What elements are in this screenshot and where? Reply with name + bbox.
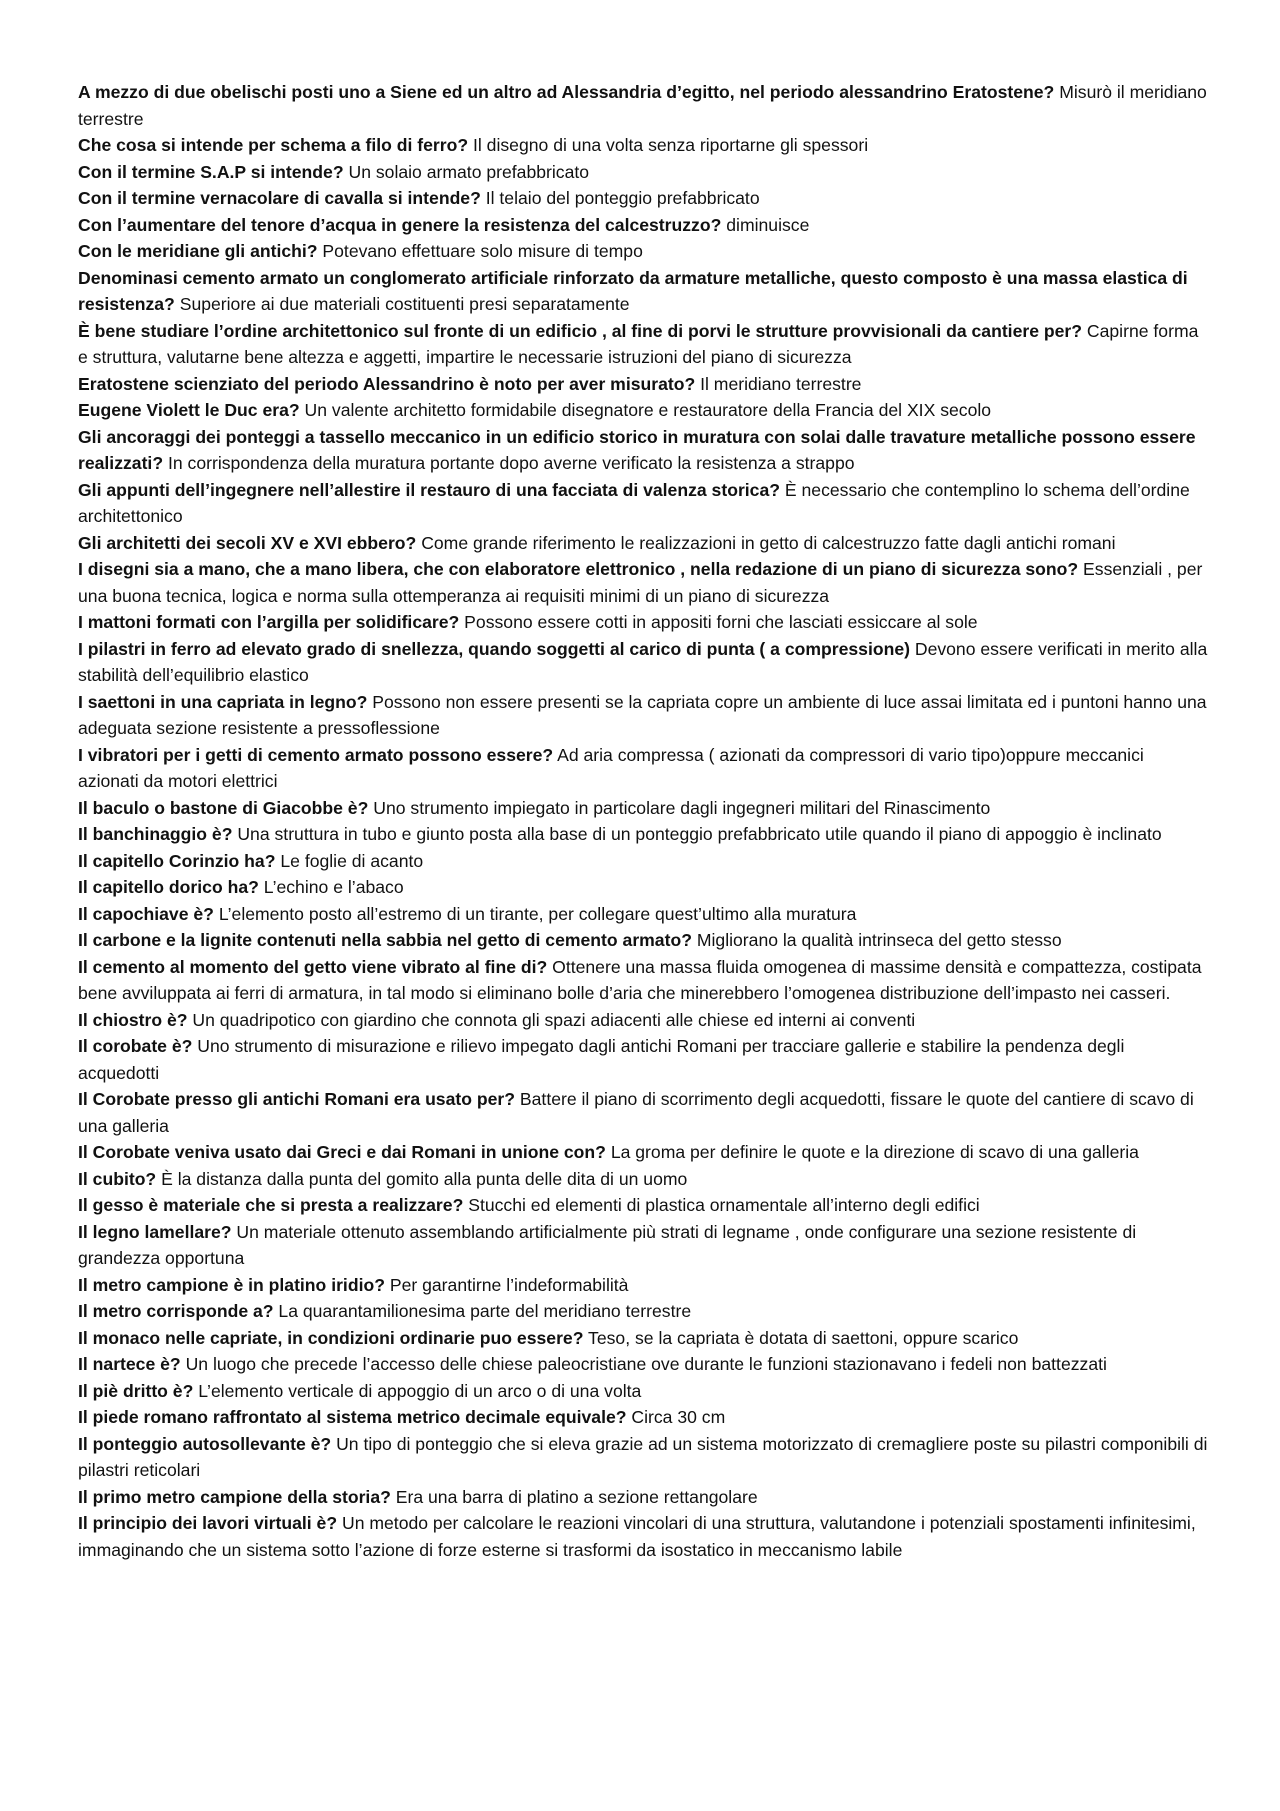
question: Il piè dritto è? <box>78 1380 194 1401</box>
question: Il Corobate presso gli antichi Romani era usato per? <box>78 1089 516 1109</box>
question: Il piede romano raffrontato al sistema metrico decimale equivale? <box>78 1407 627 1427</box>
qa-item <box>78 901 1208 928</box>
answer: Un valente architetto formidabile disegnatore e restauratore della Francia del XIX secolo <box>304 400 992 420</box>
answer: L’elemento verticale di appoggio di un arco o di una volta <box>198 1380 642 1401</box>
qa-item <box>78 1404 1208 1431</box>
answer: Uno strumento impiegato in particolare dagli ingegneri militari del Rinascimento <box>373 797 991 818</box>
answer: Un metodo per calcolare le reazioni vincolari di una struttura, valutandone i potenziali spostamenti infinitesimi, immaginando che un sistema sotto l’azione di forze esterne si trasformi da isostatico in meccanismo labile <box>78 1513 1196 1560</box>
answer: L’elemento posto all’estremo di un tirante, per collegare quest’ultimo alla muratura <box>218 903 857 924</box>
qa-item <box>78 265 1208 318</box>
answer: Circa 30 cm <box>631 1407 726 1427</box>
qa-item <box>78 371 1208 398</box>
qa-item <box>78 1219 1208 1272</box>
question: Il gesso è materiale che si presta a realizzare? <box>78 1195 464 1215</box>
qa-item <box>78 1033 1208 1086</box>
question: Gli ancoraggi dei ponteggi a tassello meccanico in un edificio storico in muratura con solai dalle travature metalliche possono essere realizzati? <box>78 426 1196 473</box>
qa-item <box>78 424 1208 477</box>
qa-item <box>78 848 1208 875</box>
answer: Per garantirne l’indeformabilità <box>389 1274 629 1295</box>
question: Il cemento al momento del getto viene vibrato al fine di? <box>78 956 548 977</box>
question: Il capitello Corinzio ha? <box>78 850 276 871</box>
answer: Potevano effettuare solo misure di tempo <box>322 241 643 261</box>
question: Il principio dei lavori virtuali è? <box>78 1513 338 1533</box>
question: Il chiostro è? <box>78 1009 188 1030</box>
qa-item <box>78 397 1208 424</box>
qa-item <box>78 742 1208 795</box>
answer: È la distanza dalla punta del gomito alla punta delle dita di un uomo <box>161 1168 688 1189</box>
answer: Battere il piano di scorrimento degli acquedotti, fissare le quote del cantiere di scavo di una galleria <box>78 1089 1194 1136</box>
answer: Teso, se la capriata è dotata di saettoni, oppure scarico <box>588 1327 1019 1348</box>
qa-item <box>78 1192 1208 1219</box>
question: Con le meridiane gli antichi? <box>78 241 318 261</box>
qa-item <box>78 927 1208 954</box>
qa-item <box>78 530 1208 557</box>
question: Il primo metro campione della storia? <box>78 1486 391 1507</box>
qa-item <box>78 477 1208 530</box>
qa-item <box>78 556 1208 609</box>
question: Il metro corrisponde a? <box>78 1301 274 1321</box>
answer: Superiore ai due materiali costituenti presi separatamente <box>179 294 630 314</box>
question: Il monaco nelle capriate, in condizioni ordinarie puo essere? <box>78 1327 584 1348</box>
answer: Il telaio del ponteggio prefabbricato <box>485 188 760 208</box>
answer: Il disegno di una volta senza riportarne gli spessori <box>473 135 869 155</box>
answer: Migliorano la qualità intrinseca del getto stesso <box>696 930 1062 950</box>
qa-item <box>78 1166 1208 1193</box>
qa-item <box>78 132 1208 159</box>
question: Il banchinaggio è? <box>78 824 233 844</box>
qa-item <box>78 185 1208 212</box>
answer: Un materiale ottenuto assemblando artificialmente più strati di legname , onde configurare una sezione resistente di grandezza opportuna <box>78 1221 1137 1268</box>
qa-item <box>78 1298 1208 1325</box>
question: Denominasi cemento armato un conglomerato artificiale rinforzato da armature metalliche, questo composto è una massa elastica di resistenza? <box>78 267 1188 314</box>
qa-item <box>78 609 1208 636</box>
question: Il carbone e la lignite contenuti nella sabbia nel getto di cemento armato? <box>78 930 692 950</box>
qa-item <box>78 159 1208 186</box>
question: Che cosa si intende per schema a filo di ferro? <box>78 135 469 155</box>
question: Eratostene scienziato del periodo Alessandrino è noto per aver misurato? <box>78 373 696 394</box>
answer: diminuisce <box>726 214 810 235</box>
question: Il ponteggio autosollevante è? <box>78 1433 332 1454</box>
qa-item <box>78 954 1208 1007</box>
question: I pilastri in ferro ad elevato grado di snellezza, quando soggetti al carico di punta ( a compressione) <box>78 638 910 659</box>
answer: Misurò il meridiano terrestre <box>78 82 1207 129</box>
answer: Era una barra di platino a sezione rettangolare <box>395 1486 758 1507</box>
answer: Stucchi ed elementi di plastica ornamentale all’interno degli edifici <box>468 1195 980 1215</box>
qa-item <box>78 1086 1208 1139</box>
qa-item <box>78 689 1208 742</box>
question: Il nartece è? <box>78 1354 181 1374</box>
question: Il capochiave è? <box>78 903 214 924</box>
answer: Ottenere una massa fluida omogenea di massime densità e compattezza, costipata bene avviluppata ai ferri di armatura, in tal modo si eliminano bolle d’aria che minerebbero l’omogenea distribuzione dell’impasto nei casseri. <box>78 956 1202 1003</box>
qa-item <box>78 318 1208 371</box>
qa-item <box>78 212 1208 239</box>
question: È bene studiare l’ordine architettonico sul fronte di un edificio , al fine di porvi le strutture provvisionali da cantiere per? <box>78 320 1083 341</box>
answer: L’echino e l’abaco <box>263 877 404 897</box>
question: Con il termine S.A.P si intende? <box>78 161 344 182</box>
answer: Un luogo che precede l’accesso delle chiese paleocristiane ove durante le funzioni stazionavano i fedeli non battezzati <box>185 1354 1107 1374</box>
question: Il Corobate veniva usato dai Greci e dai Romani in unione con? <box>78 1142 606 1162</box>
question: Eugene Violett le Duc era? <box>78 400 300 420</box>
answer: Il meridiano terrestre <box>700 373 862 394</box>
question: I saettoni in una capriata in legno? <box>78 691 368 712</box>
question: Il capitello dorico ha? <box>78 877 259 897</box>
question: Il legno lamellare? <box>78 1221 232 1242</box>
answer: La quarantamilionesima parte del meridiano terrestre <box>278 1301 692 1321</box>
answer: Devono essere verificati in merito alla stabilità dell’equilibrio elastico <box>78 638 1208 685</box>
answer: Come grande riferimento le realizzazioni in getto di calcestruzzo fatte dagli antichi romani <box>421 532 1116 553</box>
answer: In corrispondenza della muratura portante dopo averne verificato la resistenza a strappo <box>167 453 855 473</box>
question: Gli appunti dell’ingegnere nell’allestire il restauro di una facciata di valenza storica? <box>78 479 780 500</box>
qa-item <box>78 1272 1208 1299</box>
qa-item <box>78 1007 1208 1034</box>
answer: Uno strumento di misurazione e rilievo impegato dagli antichi Romani per tracciare gallerie e stabilire la pendenza degli acquedotti <box>78 1036 1125 1083</box>
qa-item <box>78 821 1208 848</box>
question: A mezzo di due obelischi posti uno a Siene ed un altro ad Alessandria d’egitto, nel periodo alessandrino Eratostene? <box>78 82 1055 102</box>
answer: Capirne forma e struttura, valutarne bene altezza e aggetti, impartire le necessarie istruzioni del piano di sicurezza <box>78 320 1199 367</box>
question: I disegni sia a mano, che a mano libera, che con elaboratore elettronico , nella redazione di un piano di sicurezza sono? <box>78 559 1079 579</box>
answer: Un quadripotico con giardino che connota gli spazi adiacenti alle chiese ed interni ai conventi <box>192 1009 916 1030</box>
qa-item <box>78 1510 1208 1563</box>
question: Gli architetti dei secoli XV e XVI ebbero? <box>78 532 417 553</box>
answer: Essenziali , per una buona tecnica, logica e norma sulla ottemperanza ai requisiti minimi di un piano di sicurezza <box>78 559 1203 606</box>
question: Il cubito? <box>78 1168 157 1189</box>
answer: Un solaio armato prefabbricato <box>348 161 590 182</box>
qa-item <box>78 1139 1208 1166</box>
answer: La groma per definire le quote e la direzione di scavo di una galleria <box>610 1142 1139 1162</box>
answer: Un tipo di ponteggio che si eleva grazie ad un sistema motorizzato di cremagliere poste su pilastri componibili di pilastri reticolari <box>78 1433 1208 1480</box>
qa-item <box>78 1378 1208 1405</box>
question: Il metro campione è in platino iridio? <box>78 1274 385 1295</box>
qa-item <box>78 1325 1208 1352</box>
qa-item <box>78 1484 1208 1511</box>
qa-item <box>78 636 1208 689</box>
qa-item <box>78 874 1208 901</box>
answer: Possono non essere presenti se la capriata copre un ambiente di luce assai limitata ed i puntoni hanno una adeguata sezione resistente a pressoflessione <box>78 691 1207 738</box>
answer: È necessario che contemplino lo schema dell’ordine architettonico <box>78 479 1190 526</box>
qa-item <box>78 795 1208 822</box>
document-page <box>78 79 1208 1563</box>
answer: Le foglie di acanto <box>280 850 424 871</box>
question: Con il termine vernacolare di cavalla si intende? <box>78 188 481 208</box>
question: Con l’aumentare del tenore d’acqua in genere la resistenza del calcestruzzo? <box>78 214 722 235</box>
qa-item <box>78 79 1208 132</box>
qa-item <box>78 1351 1208 1378</box>
qa-item <box>78 1431 1208 1484</box>
answer: Una struttura in tubo e giunto posta alla base di un ponteggio prefabbricato utile quando il piano di appoggio è inclinato <box>237 824 1162 844</box>
question: Il corobate è? <box>78 1036 193 1056</box>
question: Il baculo o bastone di Giacobbe è? <box>78 797 369 818</box>
answer: Ad aria compressa ( azionati da compressori di vario tipo)oppure meccanici azionati da motori elettrici <box>78 744 1144 791</box>
qa-item <box>78 238 1208 265</box>
answer: Possono essere cotti in appositi forni che lasciati essiccare al sole <box>464 612 978 632</box>
question: I mattoni formati con l’argilla per solidificare? <box>78 612 460 632</box>
question: I vibratori per i getti di cemento armato possono essere? <box>78 744 554 765</box>
